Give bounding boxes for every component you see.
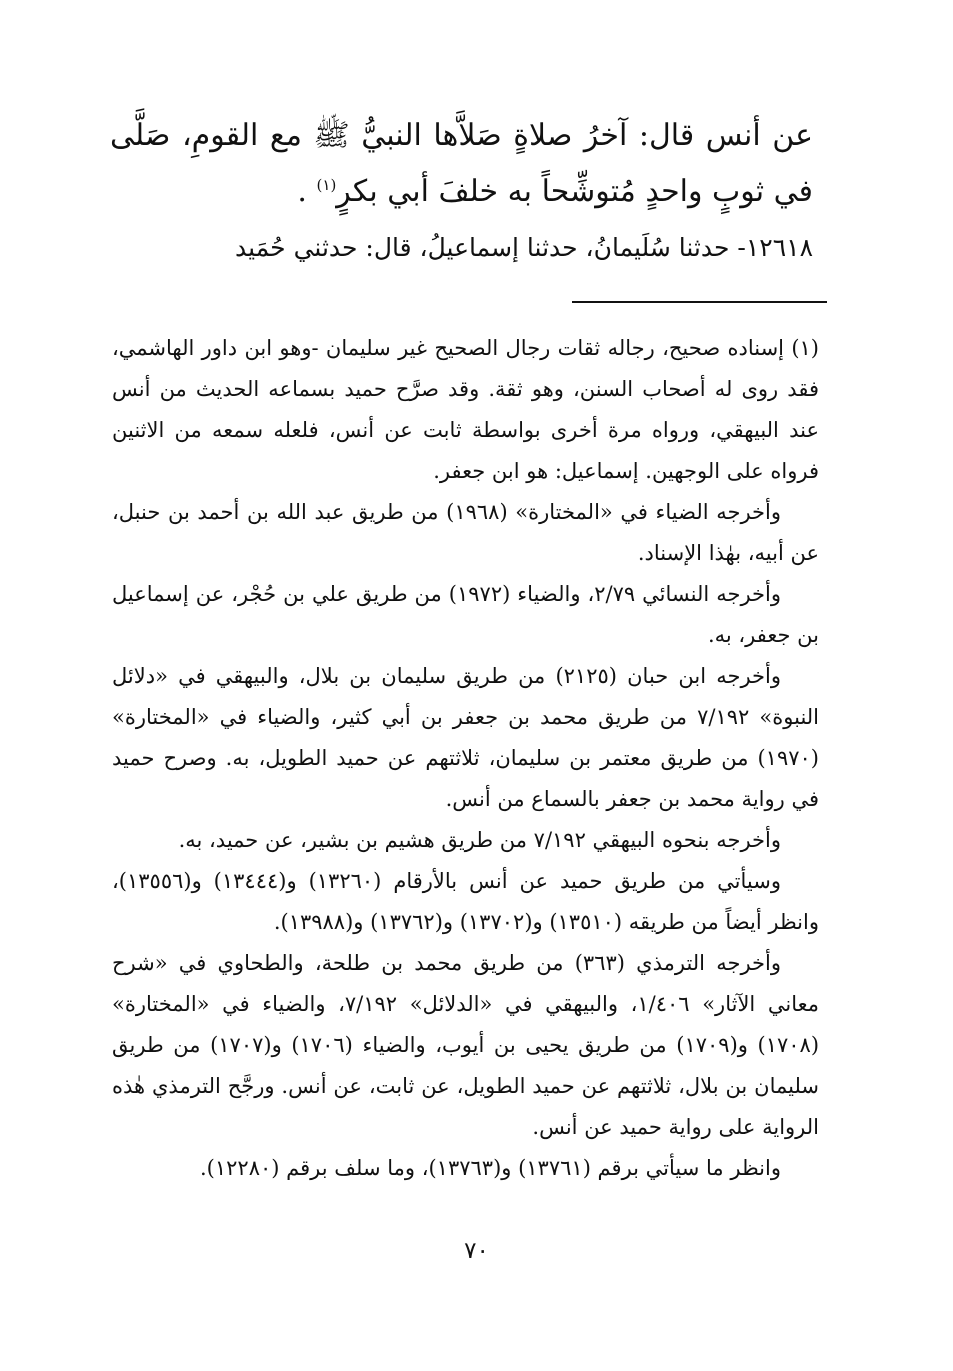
footnote-paragraph: وأخرجه الترمذي (٣٦٣) من طريق محمد بن طلحة، والطحاوي في «شرح معاني الآثار» ١/٤٠٦، والبيهقي في «الدلائل» ٧/١٩٢، والضياء في «المختارة» (١٧٠٨) و(١٧٠٩) من طريق يحيى بن أيوب، والضياء (١٧٠٦) و(١٧٠٧) من طريق سليمان بن بلال، ثلاثتهم عن حميد الطويل، عن ثابت، عن أنس. ورجَّح الترمذي هٰذه الرواية على رواية حميد عن أنس.	[112, 951, 820, 1139]
footnote-paragraph: وأخرجه الضياء في «المختارة» (١٩٦٨) من طريق عبد الله بن أحمد بن حنبل، عن أبيه، بهٰذا الإسناد.	[112, 500, 819, 565]
next-hadith-chain: ١٢٦١٨- حدثنا سُلَيمانُ، حدثنا إسماعيلُ، قال: حدثني حُمَيد	[235, 233, 813, 262]
footnote-separator	[572, 301, 827, 303]
footnote-paragraph: وانظر ما سيأتي برقم (١٣٧٦١) و(١٣٧٦٣)، وما سلف برقم (١٢٢٨٠).	[200, 1156, 781, 1180]
footnote-paragraph: وأخرجه ابن حبان (٢١٢٥) من طريق سليمان بن بلال، والبيهقي في «دلائل النبوة» ٧/١٩٢ من طريق محمد بن جعفر بن أبي كثير، والضياء في «المختارة» (١٩٧٠) من طريق معتمر بن سليمان، ثلاثتهم عن حميد الطويل، به. وصرح حميد في رواية محمد بن جعفر بالسماع من أنس.	[112, 664, 820, 811]
footnote-paragraph: وأخرجه النسائي ٢/٧٩، والضياء (١٩٧٢) من طريق علي بن حُجْر، عن إسماعيل بن جعفر، به.	[112, 582, 819, 647]
hadith-terminal: .	[297, 174, 307, 209]
hadith-body: عن أنس قال: آخرُ صلاةٍ صَلاَّها النبيُّ ﷺ مع القومِ، صَلَّى في ثوبٍ واحدٍ مُتوشِّحاً به خلفَ أبي بكرٍ	[110, 118, 813, 209]
footnote-paragraph: وسيأتي من طريق حميد عن أنس بالأرقام (١٣٢٦٠) و(١٣٤٤٤) و(١٣٥٥٦)، وانظر أيضاً من طريقه (١٣٥١٠) و(١٣٧٠٢) و(١٣٧٦٢) و(١٣٩٨٨).	[112, 869, 819, 934]
footnote-reference: (١)	[316, 176, 337, 194]
footnotes-block	[112, 328, 819, 1189]
main-hadith-text	[110, 108, 813, 276]
hadith-paragraph	[110, 108, 813, 220]
footnote-paragraph: (١) إسناده صحيح، رجاله ثقات رجال الصحيح غير سليمان -وهو ابن داور الهاشمي، فقد روى له أصحاب السنن، وهو ثقة. وقد صرَّح حميد بسماعه الحديث من أنس عند البيهقي، ورواه مرة أخرى بواسطة ثابت عن أنس، فلعله سمعه من الاثنين فرواه على الوجهين. إسماعيل: هو ابن جعفر.	[112, 336, 819, 483]
footnote-paragraph: وأخرجه بنحوه البيهقي ٧/١٩٢ من طريق هشيم بن بشير، عن حميد، به.	[178, 828, 781, 852]
page-number: ٧٠	[464, 1238, 489, 1264]
